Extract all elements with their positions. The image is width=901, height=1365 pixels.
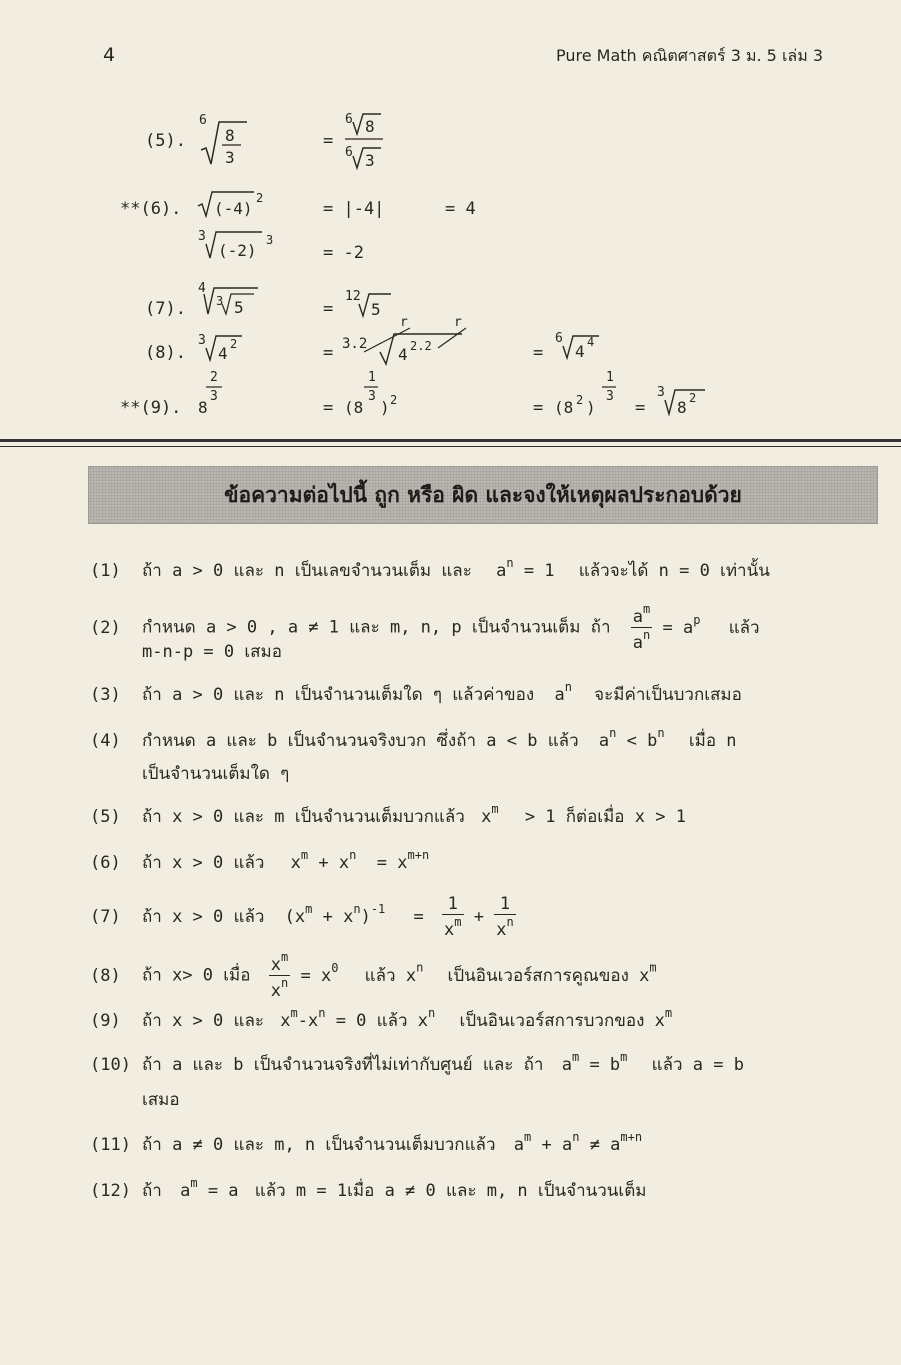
example-5-equals: = xyxy=(323,131,334,151)
svg-text:3: 3 xyxy=(216,294,224,308)
example-9-equals-2: = xyxy=(533,398,544,418)
exercise-4: (4) กำหนด a และ b เป็นจำนวนจริงบวก ซึ่งถ้า a < b แล้ว $a^n < b^n$ เมื่อ n xyxy=(90,726,737,751)
svg-text:8: 8 xyxy=(365,117,375,136)
svg-text:3: 3 xyxy=(198,333,206,348)
exercise-2: (2) กำหนด a > 0 , a ≠ 1 และ m, n, p เป็นจำนวนเต็ม ถ้า $\frac{a^m}{a^n}$ = $a^p$ แล้ว xyxy=(90,602,760,653)
svg-text:2.2: 2.2 xyxy=(410,339,432,353)
example-5-label: (5). xyxy=(145,131,186,151)
svg-text:r: r xyxy=(454,315,462,330)
example-9-result xyxy=(655,382,715,418)
example-9-equals: = xyxy=(323,398,334,418)
exercise-12: (12) ถ้า $a^m = a$ แล้ว m = 1เมื่อ a ≠ 0 และ m, n เป็นจำนวนเต็ม xyxy=(90,1176,647,1201)
svg-text:3: 3 xyxy=(225,148,235,167)
svg-text:4: 4 xyxy=(575,342,585,361)
book-title: Pure Math คณิตศาสตร์ 3 ม. 5 เล่ม 3 xyxy=(556,46,824,65)
example-8-equals-2: = xyxy=(533,343,544,363)
exercise-1: (1) ถ้า a > 0 และ n เป็นเลขจำนวนเต็ม และ $a^n = 1$ แล้วจะได้ n = 0 เท่านั้น xyxy=(90,556,770,581)
svg-text:2: 2 xyxy=(390,393,398,407)
svg-text:1: 1 xyxy=(606,370,614,385)
svg-text:6: 6 xyxy=(199,113,207,128)
svg-text:6: 6 xyxy=(345,145,353,160)
exercise-4-line-2: เป็นจำนวนเต็มใด ๆ xyxy=(142,764,290,784)
exercise-banner xyxy=(88,466,878,524)
example-6-result: = |-4| xyxy=(323,199,385,219)
svg-text:3: 3 xyxy=(198,229,206,244)
exercise-10-line-2: เสมอ xyxy=(142,1090,180,1110)
svg-text:(-4): (-4) xyxy=(214,199,253,218)
example-7-radical xyxy=(196,278,266,320)
svg-text:1: 1 xyxy=(368,370,376,385)
example-8-step xyxy=(342,312,482,366)
example-9-label: **(9). xyxy=(120,398,182,418)
svg-text:6: 6 xyxy=(555,331,563,346)
exercise-9: (9) ถ้า x > 0 และ $x^m-x^n = 0$ แล้ว $x^n$ เป็นอินเวอร์สการบวกของ $x^m$ xyxy=(90,1006,673,1031)
example-5-radical xyxy=(195,108,265,168)
svg-text:3: 3 xyxy=(657,385,665,400)
svg-text:): ) xyxy=(380,398,390,417)
example-7-label: (7). xyxy=(145,299,186,319)
svg-text:4: 4 xyxy=(587,335,595,349)
svg-text:4: 4 xyxy=(218,344,228,363)
example-6b-radical xyxy=(196,226,286,262)
exercise-6: (6) ถ้า x > 0 แล้ว $x^m + x^n = x^{m+n}$ xyxy=(90,848,430,873)
exercise-3: (3) ถ้า a > 0 และ n เป็นจำนวนเต็มใด ๆ แล้วค่าของ $a^n$ จะมีค่าเป็นบวกเสมอ xyxy=(90,680,742,705)
example-9-power xyxy=(196,366,236,418)
example-8-result xyxy=(553,328,613,364)
example-9-equals-3: = xyxy=(635,398,646,418)
svg-text:3: 3 xyxy=(210,389,218,404)
example-9-step xyxy=(342,366,412,418)
example-8-label: (8). xyxy=(145,343,186,363)
exercise-10: (10) ถ้า a และ b เป็นจำนวนจริงที่ไม่เท่ากับศูนย์ และ ถ้า $a^m = b^m$ แล้ว a = b xyxy=(90,1050,744,1075)
svg-text:3: 3 xyxy=(368,389,376,404)
svg-text:3: 3 xyxy=(266,233,274,247)
svg-text:(8: (8 xyxy=(344,398,364,417)
exercise-5: (5) ถ้า x > 0 และ m เป็นจำนวนเต็มบวกแล้ว $x^m > 1$ ก็ต่อเมื่อ x > 1 xyxy=(90,802,686,827)
svg-text:r: r xyxy=(400,315,408,330)
svg-text:8: 8 xyxy=(198,398,208,417)
svg-text:2: 2 xyxy=(256,191,264,205)
svg-text:2: 2 xyxy=(576,393,584,407)
svg-text:12: 12 xyxy=(345,289,361,304)
example-6-radical xyxy=(196,188,276,218)
svg-text:8: 8 xyxy=(225,126,235,145)
svg-text:5: 5 xyxy=(234,298,244,317)
example-6-result-final: = 4 xyxy=(445,199,476,219)
svg-text:2: 2 xyxy=(230,337,238,351)
exercise-8: (8) ถ้า x> 0 เมื่อ $\frac{x^m}{x^n}$ = $x^0$ แล้ว $x^n$ เป็นอินเวอร์สการคูณของ $x^m$ xyxy=(90,950,657,1001)
example-8-radical xyxy=(196,330,266,366)
svg-text:2: 2 xyxy=(689,391,697,405)
example-7-equals: = xyxy=(323,299,334,319)
svg-text:): ) xyxy=(586,398,596,417)
example-5-result xyxy=(343,106,403,176)
example-8-equals: = xyxy=(323,343,334,363)
section-divider xyxy=(0,439,901,442)
banner-title: ข้อความต่อไปนี้ ถูก หรือ ผิด และจงให้เหตุผลประกอบด้วย xyxy=(224,483,742,507)
svg-text:4: 4 xyxy=(198,281,206,296)
exercise-11: (11) ถ้า a ≠ 0 และ m, n เป็นจำนวนเต็มบวกแล้ว $a^m + a^n \ne a^{m+n}$ xyxy=(90,1130,643,1155)
svg-text:3.2: 3.2 xyxy=(342,336,368,352)
exercise-2-line-2: m-n-p = 0 เสมอ xyxy=(142,642,282,662)
svg-text:(-2): (-2) xyxy=(218,241,257,260)
example-6-label: **(6). xyxy=(120,199,182,219)
example-9-step2 xyxy=(552,366,632,418)
svg-text:3: 3 xyxy=(365,151,375,170)
svg-text:5: 5 xyxy=(371,300,381,319)
section-divider-thin xyxy=(0,446,901,447)
exercise-7: (7) ถ้า x > 0 แล้ว $(x^m + x^n)^{-1}$ = $\frac{1}{x^m}$ + $\frac{1}{x^n}$ xyxy=(90,894,514,940)
svg-text:2: 2 xyxy=(210,370,218,385)
svg-text:3: 3 xyxy=(606,389,614,404)
svg-text:4: 4 xyxy=(398,345,408,364)
svg-text:(8: (8 xyxy=(554,398,574,417)
svg-text:6: 6 xyxy=(345,112,353,127)
page-number: 4 xyxy=(103,44,116,66)
example-6b-result: = -2 xyxy=(323,243,364,263)
svg-text:8: 8 xyxy=(677,398,687,417)
